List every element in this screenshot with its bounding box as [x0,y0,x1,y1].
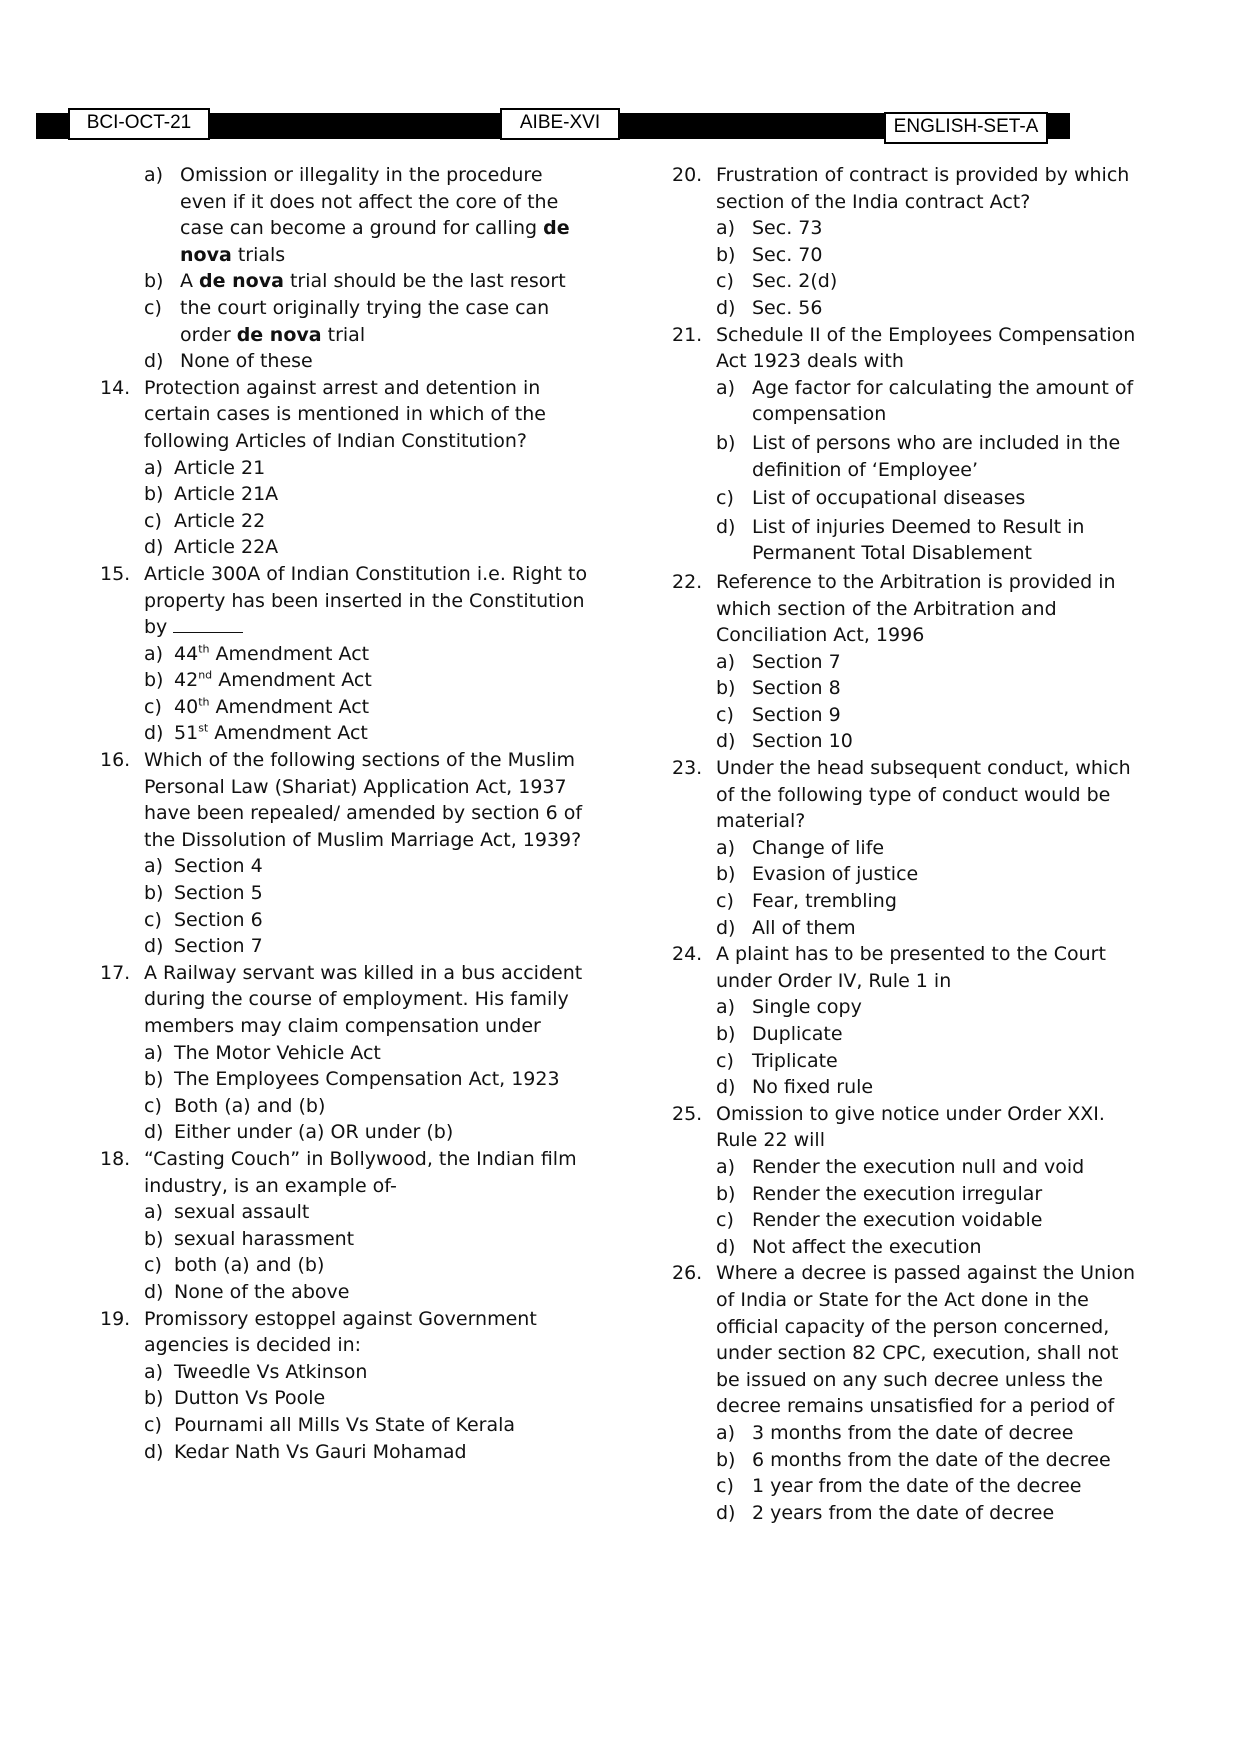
option-label: b) [716,243,736,266]
option-a [100,1359,590,1386]
answer-blank [173,616,243,633]
question-number: 17. [100,961,131,984]
option-text: trial [321,323,366,346]
header-center-label: AIBE-XVI [500,108,620,140]
question-24 [672,941,1142,994]
option-text: List of persons who are included in the definition of ‘Employee’ [752,431,1121,481]
option-label: c) [144,296,162,319]
option-a [100,1199,590,1226]
option-a [100,641,590,668]
option-c [672,485,1142,512]
option-text: Age factor for calculating the amount of compensation [752,376,1134,426]
question-number: 15. [100,562,131,585]
option-text: Article 22A [174,536,279,559]
option-text: 6 months from the date of the decree [752,1448,1111,1471]
option-text: No fixed rule [752,1076,874,1099]
option-label: d) [144,935,164,958]
option-label: d) [144,1280,164,1303]
option-label: a) [144,1360,164,1383]
option-text: Section 10 [752,730,853,753]
option-label: b) [716,677,736,700]
question-number: 16. [100,749,131,772]
option-b [100,481,590,508]
option-text: Single copy [752,996,862,1019]
option-a [672,994,1142,1021]
option-label: c) [144,1094,162,1117]
option-label: a) [716,376,736,399]
question-text: Protection against arrest and detention in certain cases is mentioned in which of the following Articles of Indian Constitution? [144,376,546,452]
option-text: Triplicate [752,1049,838,1072]
option-b [100,880,590,907]
option-text: Section 8 [752,677,841,700]
option-c [672,1473,1142,1500]
option-text: Render the execution irregular [752,1182,1043,1205]
option-text: Amendment Act [212,669,372,692]
question-text: “Casting Couch” in Bollywood, the Indian film industry, is an example of- [144,1147,577,1197]
option-text: Sec. 70 [752,243,823,266]
option-label: a) [144,164,164,186]
option-label: c) [716,487,734,510]
option-text: Sec. 73 [752,217,823,240]
option-text: trial should be the last resort [283,270,566,293]
option-text: List of injuries Deemed to Result in Permanent Total Disablement [752,515,1085,565]
option-d [100,720,590,747]
option-a [672,835,1142,862]
option-text: A [180,270,200,293]
option-b [672,1021,1142,1048]
option-b [672,1181,1142,1208]
option-text: sexual assault [174,1201,310,1224]
question-number: 22. [672,570,703,593]
question-19 [100,1306,590,1359]
option-c [100,1412,590,1439]
option-label: b) [144,270,164,293]
option-text: Change of life [752,836,885,859]
option-a [100,455,590,482]
option-label: a) [716,1155,736,1178]
option-b [100,1226,590,1253]
question-25 [672,1101,1142,1154]
question-text: A plaint has to be presented to the Court under Order IV, Rule 1 in [716,943,1106,992]
option-label: c) [716,703,734,726]
option-text: Fear, trembling [752,890,897,913]
option-text: Dutton Vs Poole [174,1387,326,1410]
option-d [672,915,1142,942]
option-label: a) [144,1041,164,1064]
question-number: 24. [672,943,703,966]
option-label: d) [716,1501,736,1524]
option-b [100,1385,590,1412]
option-b [672,242,1142,269]
option-label: d) [716,296,736,319]
option-label: c) [716,1475,734,1498]
option-label: b) [716,431,736,454]
option-d [672,728,1142,755]
option-text: Section 7 [752,650,841,673]
option-label: c) [716,1209,734,1232]
option-label: b) [144,882,164,905]
question-text: Under the head subsequent conduct, which of the following type of conduct would be material? [716,757,1131,833]
question-15 [100,561,590,641]
option-text: Kedar Nath Vs Gauri Mohamad [174,1440,467,1463]
question-text: Schedule II of the Employees Compensation Act 1923 deals with [716,323,1136,373]
option-a [672,215,1142,242]
option-label: a) [716,996,736,1019]
option-number: 51 [174,722,199,745]
option-label: d) [716,730,736,753]
option-label: c) [716,270,734,293]
option-d [672,1074,1142,1101]
option-number: 44 [174,642,199,665]
option-label: d) [144,1121,164,1144]
option-d [100,1279,590,1306]
question-18 [100,1146,590,1199]
question-text: Promissory estoppel against Government agencies is decided in: [144,1307,537,1357]
option-text: The Motor Vehicle Act [174,1041,381,1064]
option-label: b) [144,669,164,692]
option-c [100,1093,590,1120]
option-d [100,933,590,960]
question-number: 20. [672,164,703,186]
option-label: a) [716,217,736,240]
option-label: d) [716,515,736,538]
option-b [100,667,590,694]
option-text: Article 21 [174,456,266,479]
question-text: Article 300A of Indian Constitution i.e. Right to property has been inserted in the Constitution by [144,562,588,639]
question-23 [672,755,1142,835]
question-number: 14. [100,376,131,399]
option-text: Amendment Act [208,722,368,745]
option-a [100,1040,590,1067]
option-label: c) [716,890,734,913]
question-text: Frustration of contract is provided by which section of the India contract Act? [716,164,1130,213]
option-text: the court originally trying the case can order [180,296,550,346]
question-number: 21. [672,323,703,346]
option-label: c) [144,1413,162,1436]
question-13-options [100,162,590,375]
option-text: 3 months from the date of decree [752,1421,1074,1444]
option-b [100,1066,590,1093]
option-c [100,508,590,535]
question-22 [672,569,1142,649]
option-c [100,1252,590,1279]
option-c [100,694,590,721]
option-d [100,534,590,561]
option-bold-text: de nova [180,217,570,266]
option-text: None of these [180,350,313,373]
option-text: Section 7 [174,935,263,958]
question-20 [672,162,1142,215]
option-text: Not affect the execution [752,1235,982,1258]
question-number: 19. [100,1307,131,1330]
option-a [672,1154,1142,1181]
question-number: 18. [100,1147,131,1170]
option-text: Pournami all Mills Vs State of Kerala [174,1413,516,1436]
option-text: Either under (a) OR under (b) [174,1121,454,1144]
option-text: Render the execution voidable [752,1209,1043,1232]
question-number: 23. [672,757,703,780]
option-d [100,1439,590,1466]
option-label: a) [144,855,164,878]
question-number: 25. [672,1102,703,1125]
option-a [100,853,590,880]
question-text: Omission to give notice under Order XXI. Rule 22 will [716,1102,1105,1152]
option-c [672,1207,1142,1234]
option-b [672,1447,1142,1474]
option-b [144,268,590,295]
header-right-label: ENGLISH-SET-A [884,112,1048,144]
ordinal-suffix: st [198,722,209,736]
option-text: Section 5 [174,882,263,905]
option-label: a) [144,456,164,479]
option-c [672,702,1142,729]
option-label: b) [716,1448,736,1471]
option-d [672,295,1142,322]
option-label: b) [716,1023,736,1045]
option-number: 40 [174,695,199,718]
option-text: Section 4 [174,855,263,878]
question-number: 26. [672,1262,703,1285]
option-d [144,348,590,375]
option-d [672,514,1142,567]
option-label: c) [144,695,162,718]
option-label: a) [716,1421,736,1444]
ordinal-suffix: th [198,642,210,656]
option-number: 42 [174,669,199,692]
ordinal-suffix: th [198,695,210,709]
option-bold-text: de nova [236,323,322,346]
question-text: Reference to the Arbitration is provided in which section of the Arbitration and Conciliation Act, 1996 [716,570,1116,647]
option-label: b) [144,1387,164,1410]
option-text: The Employees Compensation Act, 1923 [174,1068,560,1091]
option-text: Amendment Act [209,695,370,718]
option-label: a) [716,650,736,673]
left-column [100,162,590,1465]
option-text: Tweedle Vs Atkinson [174,1360,368,1383]
option-c [144,295,590,348]
option-text: 1 year from the date of the decree [752,1475,1082,1498]
question-17 [100,960,590,1040]
option-text: Duplicate [752,1023,843,1045]
option-label: c) [144,1254,162,1277]
option-d [672,1500,1142,1527]
option-c [672,1048,1142,1075]
question-text: A Railway servant was killed in a bus accident during the course of employment. His family members may claim compensation under [144,961,583,1037]
question-text: Where a decree is passed against the Union of India or State for the Act done in the official capacity of the person concerned, under section 82 CPC, execution, shall not be issued on any such decree unless the decree remains unsatisfied for a period of [716,1262,1136,1418]
option-label: d) [144,1440,164,1463]
option-label: d) [716,916,736,939]
option-text: Amendment Act [209,642,370,665]
option-text: Omission or illegality in the procedure even if it does not affect the core of the case can become a ground for calling [180,164,559,240]
option-label: c) [144,509,162,532]
header-left-label: BCI-OCT-21 [68,108,210,140]
option-text: Article 22 [174,509,266,532]
right-column [672,162,1142,1526]
option-bold-text: de nova [199,270,284,293]
option-label: d) [716,1235,736,1258]
option-label: d) [716,1076,736,1099]
option-label: d) [144,350,164,373]
option-text: sexual harassment [174,1227,355,1250]
option-a [672,649,1142,676]
option-c [672,268,1142,295]
ordinal-suffix: nd [198,668,213,682]
question-text: Which of the following sections of the Muslim Personal Law (Shariat) Application Act, 1937 have been repealed/ amended by section 6 of the Dissolution of Muslim Marriage Act, 1939? [144,749,583,851]
option-text: 2 years from the date of decree [752,1501,1055,1524]
option-d [672,1234,1142,1261]
option-text: Render the execution null and void [752,1155,1085,1178]
option-a [144,162,590,268]
option-a [672,375,1142,428]
option-text: All of them [752,916,856,939]
option-text: Article 21A [174,483,279,506]
option-label: c) [144,908,162,931]
option-text: Evasion of justice [752,863,919,886]
option-label: d) [144,722,164,745]
option-label: b) [144,1227,164,1250]
option-b [672,675,1142,702]
option-text: both (a) and (b) [174,1254,325,1277]
question-21 [672,322,1142,375]
option-text: Section 9 [752,703,841,726]
option-b [672,430,1142,483]
question-26 [672,1260,1142,1420]
option-label: b) [716,863,736,886]
option-label: a) [716,836,736,859]
option-c [672,888,1142,915]
option-d [100,1119,590,1146]
question-16 [100,747,590,853]
option-text: None of the above [174,1280,350,1303]
option-c [100,907,590,934]
option-label: a) [144,1201,164,1224]
option-label: b) [144,483,164,506]
option-text: List of occupational diseases [752,487,1026,510]
option-text: Sec. 56 [752,296,823,319]
option-text: Section 6 [174,908,263,931]
option-label: b) [716,1182,736,1205]
option-label: a) [144,642,164,665]
option-text: trials [231,243,286,266]
option-text: Both (a) and (b) [174,1094,326,1117]
question-14 [100,375,590,455]
option-label: b) [144,1068,164,1091]
option-text: Sec. 2(d) [752,270,838,293]
option-a [672,1420,1142,1447]
option-label: d) [144,536,164,559]
option-b [672,861,1142,888]
option-label: c) [716,1049,734,1072]
